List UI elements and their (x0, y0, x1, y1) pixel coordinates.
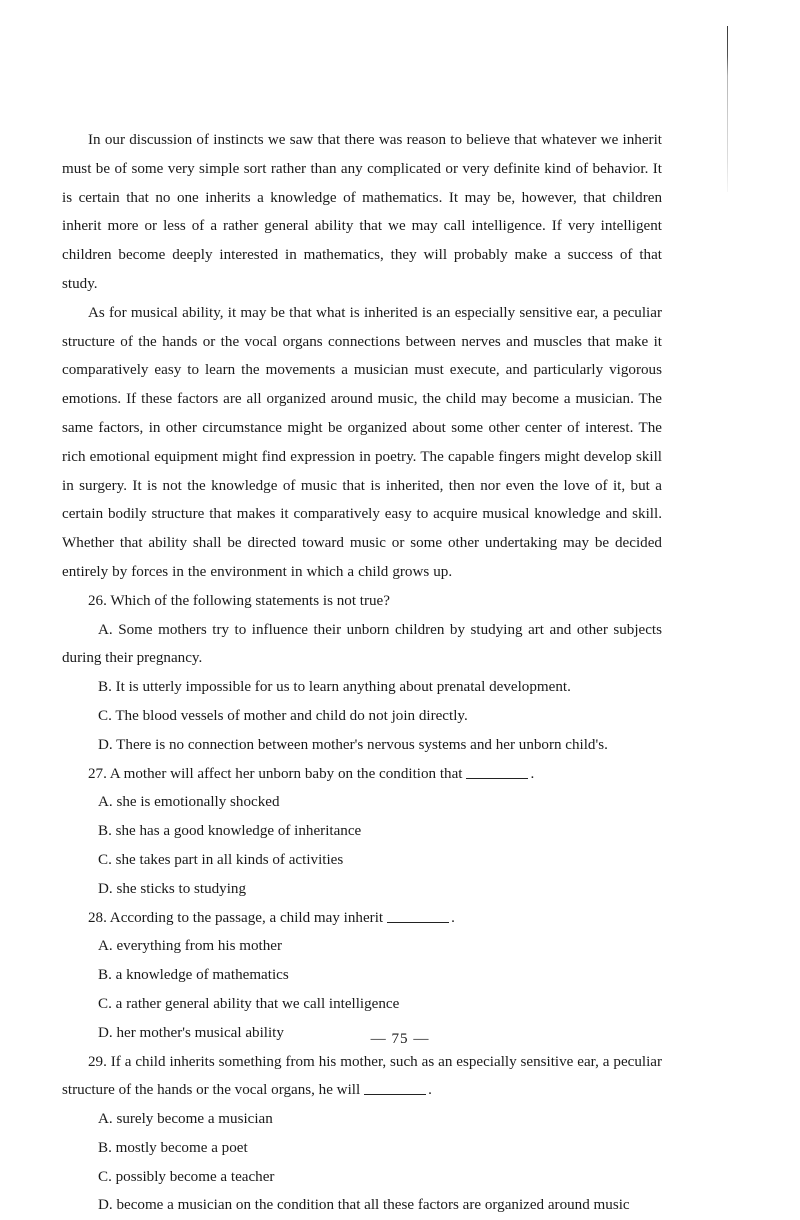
option-a[interactable]: A. everything from his mother (62, 932, 662, 961)
question-stem-text: 28. According to the passage, a child may inherit (88, 910, 383, 926)
passage-paragraph-2: As for musical ability, it may be that what is inherited is an especially sensitive ear, a peculiar structure of the hands or the vocal organs connections between nerves and muscles that make it comparatively easy to learn the movements a musician must execute, and particularly vigorous emotions. If these factors are all organized around music, the child may become a musician. The same factors, in other circumstance might be organized about some other center of interest. The rich emotional equipment might find expression in poetry. The capable fingers might develop skill in surgery. It is not the knowledge of music that is inherited, then nor even the love of it, but a certain bodily structure that makes it comparatively easy to acquire musical knowledge and skill. Whether that ability shall be directed toward music or some other undertaking may be decided entirely by forces in the environment in which a child grows up. (62, 299, 662, 587)
page-number: — 75 — (0, 1031, 800, 1048)
answer-blank[interactable] (364, 1081, 426, 1095)
question-stem-text: 27. A mother will affect her unborn baby on the condition that (88, 766, 462, 782)
question-stem-tail: . (451, 910, 455, 926)
option-b[interactable]: B. a knowledge of mathematics (62, 961, 662, 990)
scan-artifact-line (727, 26, 728, 192)
question-stem (62, 904, 662, 933)
question-item-28 (62, 904, 662, 1048)
question-stem-tail: . (530, 766, 534, 782)
option-c[interactable]: C. The blood vessels of mother and child do not join directly. (62, 702, 662, 731)
option-d[interactable]: D. There is no connection between mother's nervous systems and her unborn child's. (62, 731, 662, 760)
question-item-27 (62, 760, 662, 904)
option-c[interactable]: C. possibly become a teacher (62, 1163, 662, 1192)
option-d[interactable]: D. she sticks to studying (62, 875, 662, 904)
question-stem: 26. Which of the following statements is not true? (62, 587, 662, 616)
answer-blank[interactable] (466, 765, 528, 779)
option-a[interactable]: A. she is emotionally shocked (62, 788, 662, 817)
question-item-26 (62, 587, 662, 760)
reading-passage-and-questions (62, 126, 662, 1220)
option-a[interactable]: A. Some mothers try to influence their unborn children by studying art and other subjects during their pregnancy. (62, 616, 662, 674)
answer-blank[interactable] (387, 909, 449, 923)
option-a[interactable]: A. surely become a musician (62, 1105, 662, 1134)
question-stem-text: 29. If a child inherits something from his mother, such as an especially sensitive ear, a peculiar structure of the hands or the vocal organs, he will (62, 1054, 662, 1099)
passage-paragraph-1: In our discussion of instincts we saw that there was reason to believe that whatever we inherit must be of some very simple sort rather than any complicated or very definite kind of behavior. It is certain that no one inherits a knowledge of mathematics. It may be, however, that children inherit more or less of a rather general ability that we may call intelligence. If very intelligent children become deeply interested in mathematics, they will probably make a success of that study. (62, 126, 662, 299)
option-b[interactable]: B. It is utterly impossible for us to learn anything about prenatal development. (62, 673, 662, 702)
option-d[interactable]: D. become a musician on the condition that all these factors are organized around music (62, 1191, 662, 1220)
question-item-29 (62, 1048, 662, 1220)
question-stem (62, 760, 662, 789)
question-stem (62, 1048, 662, 1106)
option-b[interactable]: B. mostly become a poet (62, 1134, 662, 1163)
option-b[interactable]: B. she has a good knowledge of inheritance (62, 817, 662, 846)
option-c[interactable]: C. a rather general ability that we call intelligence (62, 990, 662, 1019)
question-stem-tail: . (428, 1082, 432, 1098)
option-d[interactable]: D. her mother's musical ability (62, 1019, 662, 1048)
option-c[interactable]: C. she takes part in all kinds of activities (62, 846, 662, 875)
